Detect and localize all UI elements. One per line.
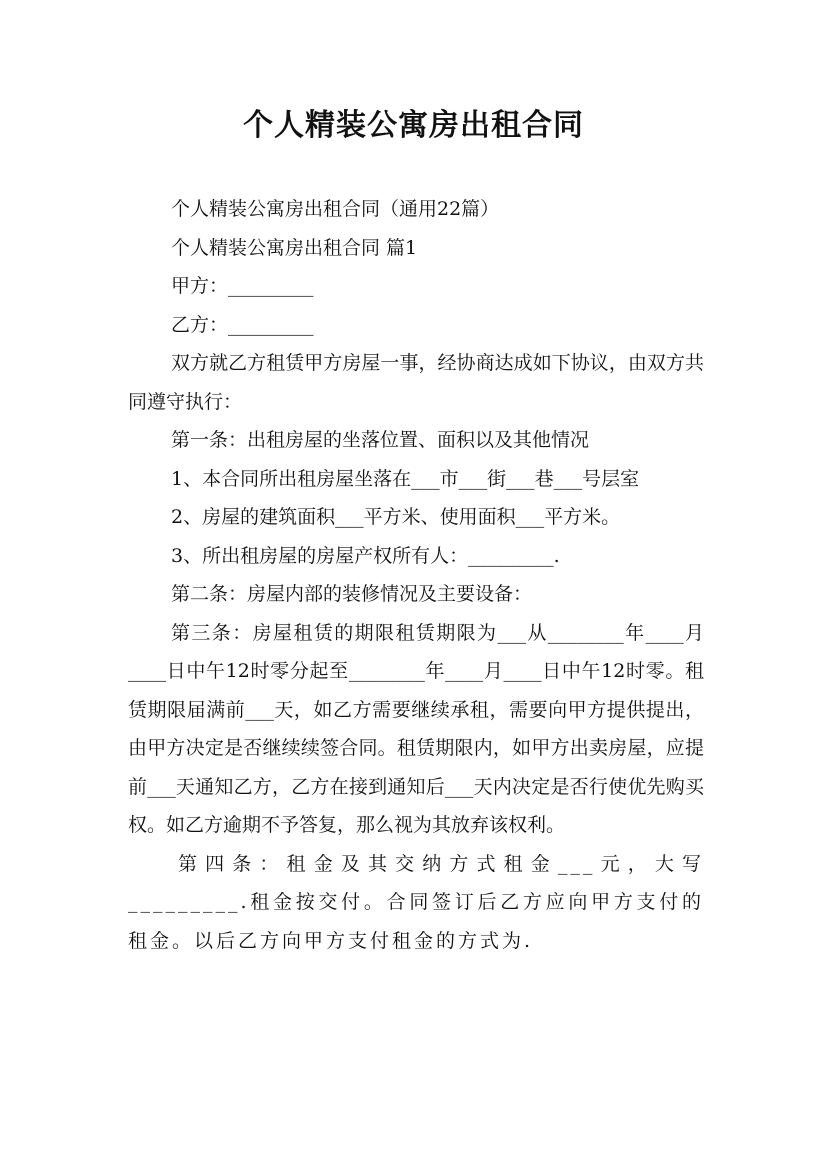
paragraph-article-3: 第三条：房屋租赁的期限租赁期限为___从________年____月____日中午12时零分起至________年____月____日中午12时零。租赁期限届满前___天，如乙方需要继续承租，需要向甲方提供提出，由甲方决定是否继续续签合同。租赁期限内，如甲方出卖房屋，应提前___天通知乙方，乙方在接到通知后___天内决定是否行使优先购买权。如乙方逾期不予答复，那么视为其放弃该权利。 — [128, 621, 704, 836]
paragraph-article-1-item-1: 1、本合同所出租房屋坐落在___市___街___巷___号层室 — [171, 467, 640, 490]
paragraph-article-1-item-3: 3、所出租房屋的房屋产权所有人：_________. — [171, 544, 560, 567]
paragraph-article-1-item-2: 2、房屋的建筑面积___平方米、使用面积___平方米。 — [171, 506, 621, 528]
document-title: 个人精装公寓房出租合同 — [243, 108, 584, 143]
paragraph-article-1: 第一条：出租房屋的坐落位置、面积以及其他情况 — [171, 429, 590, 451]
paragraph-subtitle: 个人精装公寓房出租合同（通用22篇） — [171, 198, 500, 220]
paragraph-section-heading: 个人精装公寓房出租合同 篇1 — [171, 236, 418, 259]
paragraph-party-b: 乙方：_________ — [171, 313, 314, 336]
document-body — [128, 190, 704, 960]
paragraph-article-2: 第二条：房屋内部的装修情况及主要设备： — [171, 583, 533, 605]
paragraph-agreement-intro: 双方就乙方租赁甲方房屋一事，经协商达成如下协议，由双方共同遵守执行： — [128, 352, 704, 413]
paragraph-party-a: 甲方：_________ — [171, 275, 314, 297]
paragraph-article-4: 第四条：租金及其交纳方式租金___元，大写_________.租金按交付。合同签订后乙方应向甲方支付的租金。以后乙方向甲方支付租金的方式为. — [128, 852, 704, 952]
